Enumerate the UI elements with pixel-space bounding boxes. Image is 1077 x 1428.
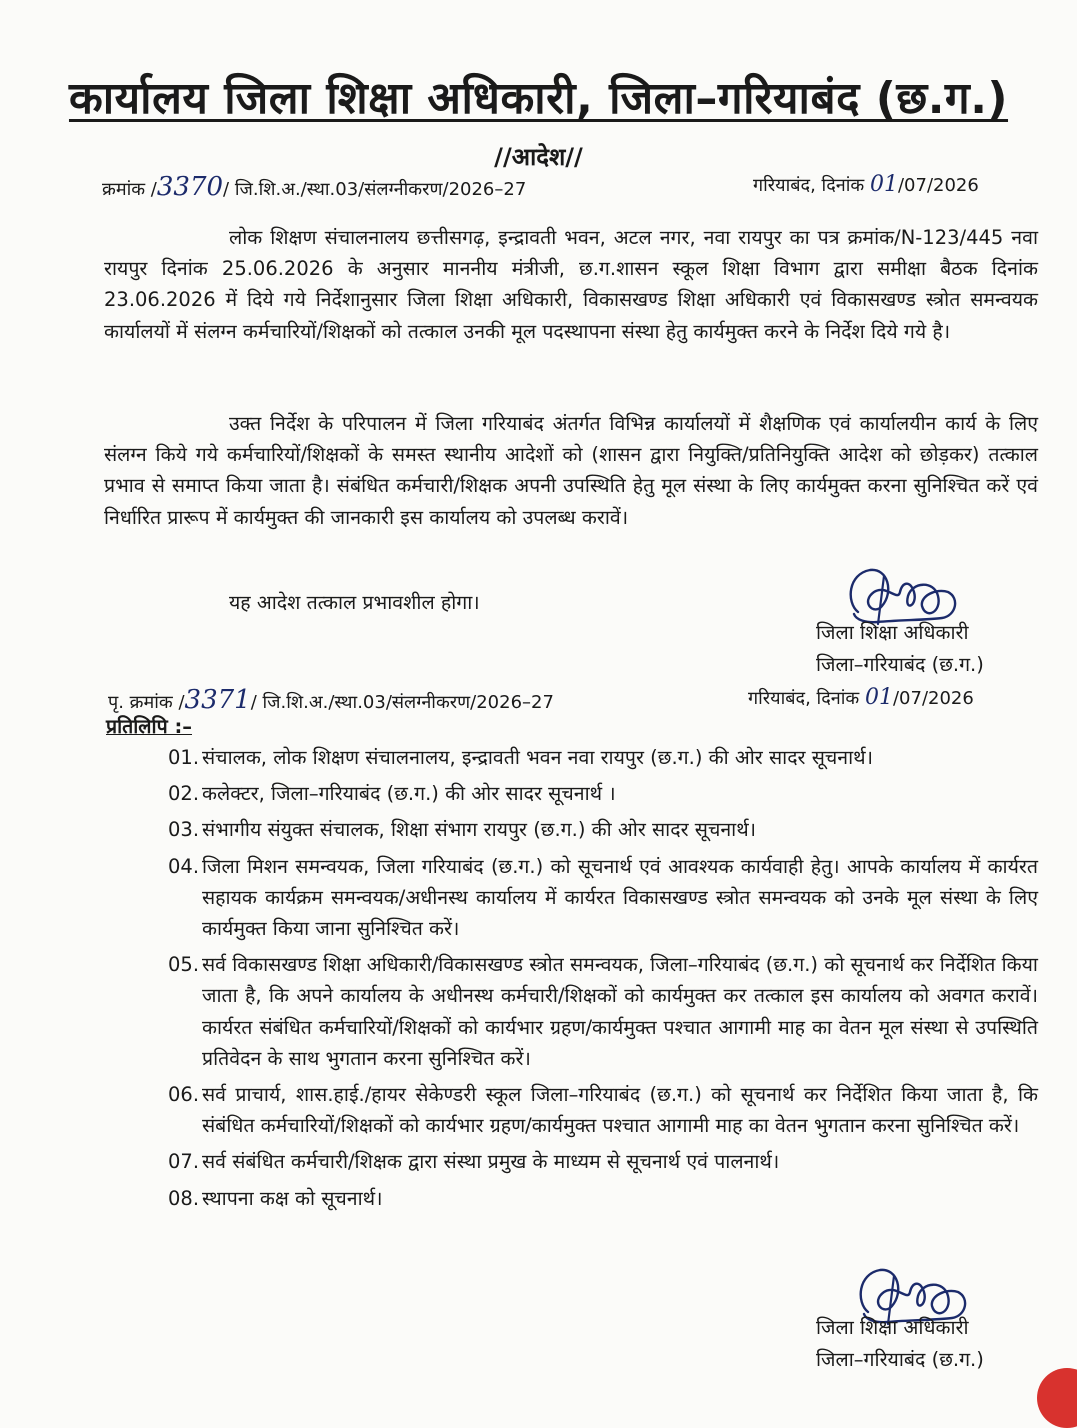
copy-ref-prefix: पृ. क्रमांक / xyxy=(108,692,185,713)
copy-item-number: 02. xyxy=(168,782,200,806)
order-reference xyxy=(102,172,526,202)
copy-item-text: सर्व प्राचार्य, शास.हाई./हायर सेकेण्डरी स्कूल जिला–गरियाबंद (छ.ग.) को सूचनार्थ कर निर्देशित किया जाता है, कि संबंधित कर्मचारियों/शिक्षकों को कार्यभार ग्रहण/कार्यमुक्त पश्चात आगामी माह का वेतन भुगतान करना सुनिश्चित करें। xyxy=(202,1083,1038,1138)
copy-ref-suffix: / जि.शि.अ./स्था.03/संलग्नीकरण/2026–27 xyxy=(250,692,554,713)
copy-item xyxy=(168,814,1038,845)
order-number-handwritten: 3370 xyxy=(156,172,224,202)
copy-item xyxy=(168,851,1038,945)
signatory-designation-1: जिला शिक्षा अधिकारी xyxy=(816,621,969,644)
order-month-year: /07/2026 xyxy=(897,175,979,196)
copy-date-label: गरियाबंद, दिनांक xyxy=(748,688,860,709)
copy-item-number: 01. xyxy=(168,746,200,769)
copy-item-text: सर्व संबंधित कर्मचारी/शिक्षक द्वारा संस्था प्रमुख के माध्यम से सूचनार्थ एवं पालनार्थ। xyxy=(202,1150,780,1174)
order-day-handwritten: 01 xyxy=(869,172,898,197)
copy-month-year: /07/2026 xyxy=(892,688,974,709)
signatory-district-2: जिला–गरियाबंद (छ.ग.) xyxy=(816,1348,984,1371)
copy-item-text: संभागीय संयुक्त संचालक, शिक्षा संभाग रायपुर (छ.ग.) की ओर सादर सूचनार्थ। xyxy=(202,818,757,842)
order-ref-suffix: / जि.शि.अ./स्था.03/संलग्नीकरण/2026–27 xyxy=(223,179,527,200)
order-date xyxy=(753,172,979,197)
copy-item-number: 07. xyxy=(168,1150,200,1174)
red-stamp-mark xyxy=(1037,1368,1077,1428)
signatory-designation-2: जिला शिक्षा अधिकारी xyxy=(816,1316,969,1339)
order-date-label: गरियाबंद, दिनांक xyxy=(753,175,865,196)
body-paragraph-1: लोक शिक्षण संचालनालय छत्तीसगढ़, इन्द्रावती भवन, अटल नगर, नवा रायपुर का पत्र क्रमांक/N-123/445 नवा रायपुर दिनांक 25.06.2026 के अनुसार माननीय मंत्रीजी, छ.ग.शासन स्कूल शिक्षा विभाग द्वारा समीक्षा बैठक दिनांक 23.06.2026 में दिये गये निर्देशानुसार जिला शिक्षा अधिकारी, विकासखण्ड शिक्षा अधिकारी एवं विकासखण्ड स्त्रोत समन्वयक कार्यालयों में संलग्न कर्मचारियों/शिक्षकों को तत्काल उनकी मूल पदस्थापना संस्था हेतु कार्यमुक्त करने के निर्देश दिये गये है। xyxy=(104,226,1038,343)
copy-item-number: 05. xyxy=(168,953,200,977)
copy-item xyxy=(168,1183,1038,1214)
signature-block-2 xyxy=(816,1312,984,1376)
signatory-district-1: जिला–गरियाबंद (छ.ग.) xyxy=(816,653,984,676)
copy-item-text: सर्व विकासखण्ड शिक्षा अधिकारी/विकासखण्ड स्त्रोत समन्वयक, जिला–गरियाबंद (छ.ग.) को सूचनार्थ कर निर्देशित किया जाता है, कि अपने कार्यालय के अधीनस्थ कर्मचारी/शिक्षकों को कार्यमुक्त कर तत्काल इस कार्यालय को अवगत करावें। कार्यरत संबंधित कर्मचारियों/शिक्षकों को कार्यभार ग्रहण/कार्यमुक्त पश्चात आगामी माह का वेतन मूल संस्था से उपस्थिति प्रतिवेदन के साथ भुगतान करना सुनिश्चित करें। xyxy=(202,953,1038,1070)
copy-item-text: स्थापना कक्ष को सूचनार्थ। xyxy=(202,1186,383,1210)
copy-item-number: 08. xyxy=(168,1186,200,1210)
copy-item-number: 03. xyxy=(168,818,200,842)
copy-item xyxy=(168,778,1038,809)
copy-reference xyxy=(108,685,554,715)
signature-block-1 xyxy=(816,617,984,681)
body-paragraph-2: उक्त निर्देश के परिपालन में जिला गरियाबंद अंतर्गत विभिन्न कार्यालयों में शैक्षणिक एवं कार्यालयीन कार्य के लिए संलग्न किये गये कर्मचारियों/शिक्षकों के समस्त स्थानीय आदेशों को (शासन द्वारा नियुक्ति/प्रतिनियुक्ति आदेश को छोड़कर) तत्काल प्रभाव से समाप्त किया जाता है। संबंधित कर्मचारी/शिक्षक अपनी उपस्थिति हेतु मूल संस्था के लिए कार्यमुक्त करना सुनिश्चित करें एवं निर्धारित प्रारूप में कार्यमुक्त की जानकारी इस कार्यालय को उपलब्ध करावें। xyxy=(104,412,1038,529)
copy-label: प्रतिलिपि :– xyxy=(106,715,192,738)
copy-item-text: संचालक, लोक शिक्षण संचालनालय, इन्द्रावती भवन नवा रायपुर (छ.ग.) की ओर सादर सूचनार्थ। xyxy=(202,746,874,769)
body-paragraph-3: यह आदेश तत्काल प्रभावशील होगा। xyxy=(229,591,480,614)
copy-item xyxy=(168,1146,1038,1177)
copies-list xyxy=(168,742,1038,1219)
copy-day-handwritten: 01 xyxy=(864,685,893,710)
copy-number-handwritten: 3371 xyxy=(184,685,251,715)
copy-item-number: 06. xyxy=(168,1083,200,1107)
copy-item-text: जिला मिशन समन्वयक, जिला गरियाबंद (छ.ग.) को सूचनार्थ एवं आवश्यक कार्यवाही हेतु। आपके कार्यालय में कार्यरत सहायक कार्यक्रम समन्वयक/अधीनस्थ कार्यालय में कार्यरत विकासखण्ड स्त्रोत समन्वयक को उनके मूल संस्था के लिए कार्यमुक्त किया जाना सुनिश्चित करें। xyxy=(202,854,1038,941)
copy-item xyxy=(168,949,1038,1074)
order-ref-prefix: क्रमांक / xyxy=(102,179,157,200)
copy-date xyxy=(748,685,974,710)
copy-item-number: 04. xyxy=(168,854,200,878)
order-title: //आदेश// xyxy=(494,143,583,171)
copy-item xyxy=(168,742,1038,773)
office-heading: कार्यालय जिला शिक्षा अधिकारी, जिला–गरियाबंद (छ.ग.) xyxy=(68,73,1009,124)
copy-item xyxy=(168,1079,1038,1141)
copy-item-text: कलेक्टर, जिला–गरियाबंद (छ.ग.) की ओर सादर सूचनार्थ । xyxy=(202,782,616,806)
